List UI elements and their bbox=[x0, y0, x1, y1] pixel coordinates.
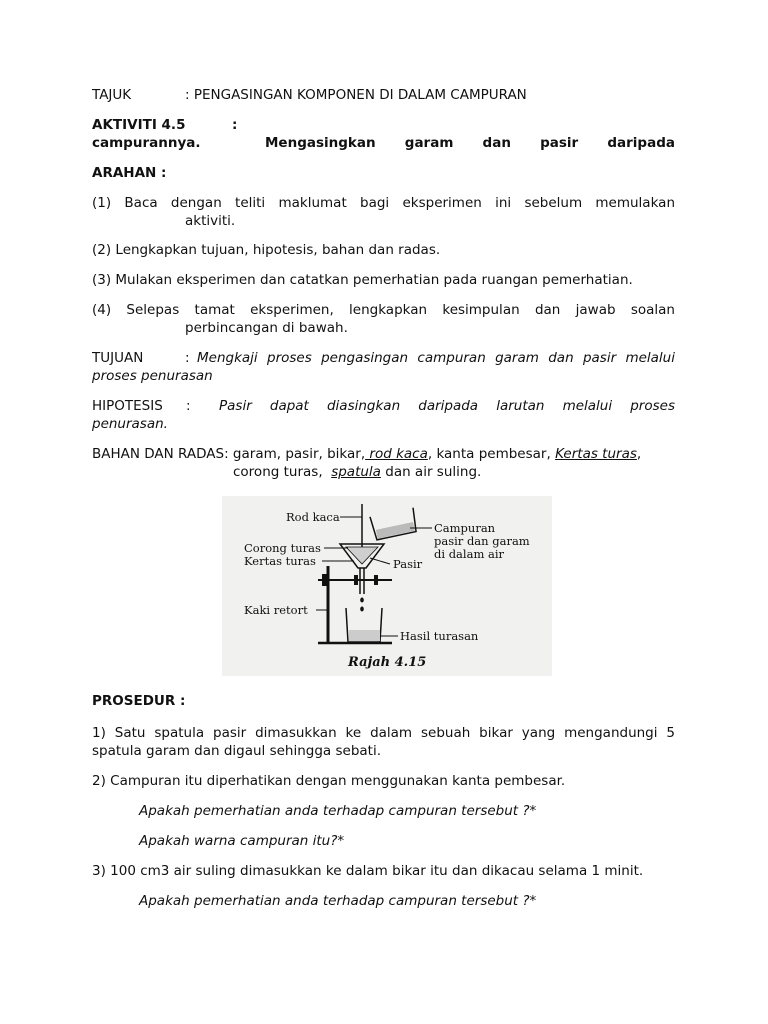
bahan-label: BAHAN DAN RADAS: bbox=[92, 446, 229, 462]
bahan-text: dan air suling. bbox=[380, 464, 482, 480]
hipotesis-line bbox=[92, 397, 675, 415]
label-hasil-turasan: Hasil turasan bbox=[400, 629, 479, 643]
tujuan-line bbox=[92, 349, 675, 367]
tajuk-label: TAJUK bbox=[92, 87, 132, 103]
filtrate-drop bbox=[360, 607, 364, 612]
label-campuran: di dalam air bbox=[434, 547, 505, 561]
arahan-item-1: (1) Baca dengan teliti maklumat bagi eksperimen ini sebelum memulakan bbox=[92, 195, 675, 211]
prosedur-step-3: 3) 100 cm3 air suling dimasukkan ke dalam bikar itu dan dikacau selama 1 minit. bbox=[92, 863, 644, 879]
prosedur-step-2: 2) Campuran itu diperhatikan dengan menggunakan kanta pembesar. bbox=[92, 773, 566, 789]
leader-line bbox=[370, 558, 390, 564]
bahan-text: garam, pasir, bikar, bbox=[228, 446, 366, 462]
label-rod-kaca: Rod kaca bbox=[286, 510, 340, 524]
clamp-jaw bbox=[374, 575, 378, 585]
prosedur-step-1: 1) Satu spatula pasir dimasukkan ke dalam sebuah bikar yang mengandungi 5 bbox=[92, 725, 675, 741]
arahan-item-1-cont: aktiviti. bbox=[185, 213, 236, 229]
filtration-diagram bbox=[222, 496, 552, 676]
tujuan-label: TUJUAN bbox=[92, 350, 144, 366]
bahan-text: , kanta pembesar, bbox=[427, 446, 556, 462]
hipotesis-text: Pasir dapat diasingkan daripada larutan melalui proses bbox=[219, 398, 675, 414]
hipotesis-text-cont: penurasan. bbox=[92, 416, 168, 432]
aktiviti-label: AKTIVITI 4.5 bbox=[92, 117, 186, 133]
bahan-rod-kaca: rod kaca bbox=[365, 446, 428, 462]
filtrate bbox=[349, 630, 380, 641]
tujuan-text-cont: proses penurasan bbox=[92, 368, 213, 384]
aktiviti-colon: : bbox=[232, 117, 238, 133]
arahan-item-4: (4) Selepas tamat eksperimen, lengkapkan kesimpulan dan jawab soalan bbox=[92, 302, 675, 318]
prosedur-heading: PROSEDUR : bbox=[92, 693, 186, 709]
title-line bbox=[92, 86, 675, 104]
hipotesis-colon: : bbox=[186, 398, 191, 414]
aktiviti-word: dan bbox=[482, 135, 511, 151]
clamp-boss bbox=[322, 574, 327, 586]
tujuan-colon: : bbox=[185, 350, 190, 366]
prosedur-step-1-cont: spatula garam dan digaul sehingga sebati. bbox=[92, 743, 382, 759]
filtrate-drop bbox=[360, 598, 364, 603]
arahan-heading: ARAHAN : bbox=[92, 165, 167, 181]
figure-caption: Rajah 4.15 bbox=[348, 655, 427, 670]
tujuan-text: Mengkaji proses pengasingan campuran garam dan pasir melalui bbox=[197, 350, 675, 366]
bahan-text: corong turas, bbox=[233, 464, 332, 480]
bahan-text: , bbox=[636, 446, 642, 462]
arahan-item-3: (3) Mulakan eksperimen dan catatkan pemerhatian pada ruangan pemerhatian. bbox=[92, 272, 633, 288]
bahan-spatula: spatula bbox=[331, 464, 381, 480]
hipotesis-label: HIPOTESIS bbox=[92, 398, 163, 414]
aktiviti-line-2: campurannya. bbox=[92, 135, 201, 151]
filtration-apparatus-drawing bbox=[222, 496, 552, 676]
tajuk-value: : PENGASINGAN KOMPONEN DI DALAM CAMPURAN bbox=[185, 87, 527, 103]
prosedur-question-2: Apakah warna campuran itu?* bbox=[139, 833, 345, 849]
arahan-item-4-cont: perbincangan di bawah. bbox=[185, 320, 348, 336]
prosedur-question-3: Apakah pemerhatian anda terhadap campuran tersebut ?* bbox=[139, 893, 537, 909]
bahan-line bbox=[92, 445, 675, 463]
label-kaki-retort: Kaki retort bbox=[244, 603, 308, 617]
label-campuran: Campuran bbox=[434, 521, 496, 535]
label-corong-turas: Corong turas bbox=[244, 541, 321, 555]
label-kertas-turas: Kertas turas bbox=[244, 554, 316, 568]
label-pasir: Pasir bbox=[393, 557, 423, 571]
aktiviti-word: daripada bbox=[607, 135, 675, 151]
label-campuran: pasir dan garam bbox=[434, 534, 530, 548]
bahan-kertas-turas: Kertas turas bbox=[555, 446, 637, 462]
clamp-jaw bbox=[354, 575, 358, 585]
pouring-beaker bbox=[370, 508, 418, 541]
arahan-item-2: (2) Lengkapkan tujuan, hipotesis, bahan dan radas. bbox=[92, 242, 441, 258]
bahan-line-2 bbox=[233, 463, 481, 481]
aktiviti-word: Mengasingkan bbox=[265, 135, 376, 151]
prosedur-question-1: Apakah pemerhatian anda terhadap campuran tersebut ?* bbox=[139, 803, 537, 819]
aktiviti-word: pasir bbox=[540, 135, 579, 151]
aktiviti-word: garam bbox=[404, 135, 454, 151]
